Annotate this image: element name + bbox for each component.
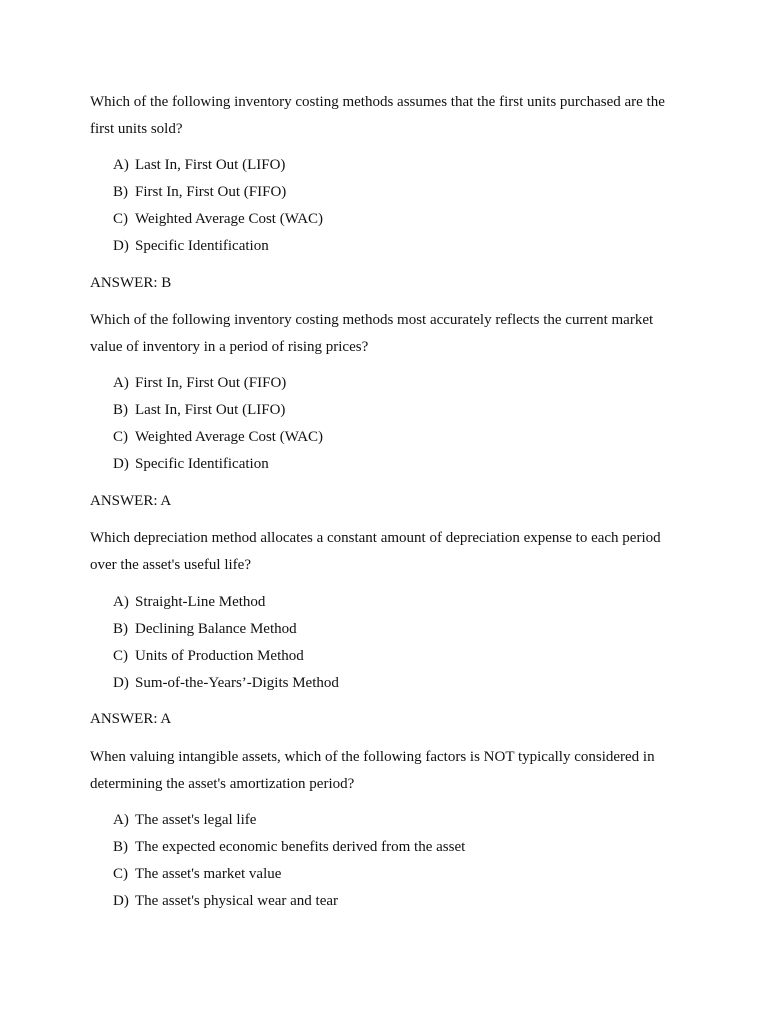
question-2-option-a bbox=[113, 370, 323, 397]
question-3-text: Which depreciation method allocates a constant amount of depreciation expense to each period over the asset's useful life? bbox=[90, 530, 661, 573]
question-1-option-a bbox=[113, 152, 323, 179]
question-1-text: Which of the following inventory costing methods assumes that the first units purchased are the first units sold? bbox=[90, 94, 665, 137]
question-3-option-d bbox=[113, 670, 339, 697]
option-letter: C) bbox=[113, 211, 128, 227]
question-4-option-c bbox=[113, 861, 465, 888]
question-2-text: Which of the following inventory costing methods most accurately reflects the current market value of inventory in a period of rising prices? bbox=[90, 312, 654, 355]
option-text: The asset's legal life bbox=[135, 812, 257, 828]
option-text: Declining Balance Method bbox=[135, 621, 297, 637]
option-text: First In, First Out (FIFO) bbox=[135, 184, 287, 200]
question-2-option-d bbox=[113, 451, 323, 478]
option-text: Sum-of-the-Years’-Digits Method bbox=[135, 675, 339, 691]
option-text: The expected economic benefits derived from the asset bbox=[135, 839, 466, 855]
option-text: Straight-Line Method bbox=[135, 594, 266, 610]
question-4-options bbox=[113, 807, 465, 915]
question-1-option-b bbox=[113, 179, 323, 206]
option-letter: D) bbox=[113, 893, 129, 909]
option-text: Weighted Average Cost (WAC) bbox=[135, 211, 324, 227]
question-1-option-c bbox=[113, 206, 323, 233]
option-text: First In, First Out (FIFO) bbox=[135, 375, 287, 391]
question-4-option-b bbox=[113, 834, 465, 861]
option-letter: A) bbox=[113, 812, 129, 828]
question-1-answer: ANSWER: B bbox=[90, 275, 172, 291]
option-text: Specific Identification bbox=[135, 456, 269, 472]
question-4-option-a bbox=[113, 807, 465, 834]
option-letter: A) bbox=[113, 594, 129, 610]
option-letter: B) bbox=[113, 621, 128, 637]
question-3-option-c bbox=[113, 643, 339, 670]
option-text: Last In, First Out (LIFO) bbox=[135, 402, 286, 418]
option-letter: A) bbox=[113, 375, 129, 391]
question-4-text: When valuing intangible assets, which of the following factors is NOT typically considered in determining the asset's amortization period? bbox=[90, 749, 655, 792]
option-letter: A) bbox=[113, 157, 129, 173]
question-3-option-a bbox=[113, 589, 339, 616]
question-1-options bbox=[113, 152, 323, 260]
option-letter: D) bbox=[113, 238, 129, 254]
option-letter: C) bbox=[113, 429, 128, 445]
option-text: Weighted Average Cost (WAC) bbox=[135, 429, 324, 445]
question-3-options bbox=[113, 589, 339, 697]
question-2-option-c bbox=[113, 424, 323, 451]
question-4-option-d bbox=[113, 888, 465, 915]
option-text: Specific Identification bbox=[135, 238, 269, 254]
option-letter: D) bbox=[113, 675, 129, 691]
question-3-answer: ANSWER: A bbox=[90, 711, 172, 727]
question-2-options bbox=[113, 370, 323, 478]
option-letter: C) bbox=[113, 648, 128, 664]
option-letter: C) bbox=[113, 866, 128, 882]
question-2-answer: ANSWER: A bbox=[90, 493, 172, 509]
option-text: The asset's market value bbox=[135, 866, 282, 882]
option-letter: B) bbox=[113, 402, 128, 418]
option-text: The asset's physical wear and tear bbox=[135, 893, 339, 909]
question-3-option-b bbox=[113, 616, 339, 643]
option-letter: D) bbox=[113, 456, 129, 472]
option-text: Last In, First Out (LIFO) bbox=[135, 157, 286, 173]
option-text: Units of Production Method bbox=[135, 648, 304, 664]
question-1-option-d bbox=[113, 233, 323, 260]
question-2-option-b bbox=[113, 397, 323, 424]
option-letter: B) bbox=[113, 184, 128, 200]
option-letter: B) bbox=[113, 839, 128, 855]
